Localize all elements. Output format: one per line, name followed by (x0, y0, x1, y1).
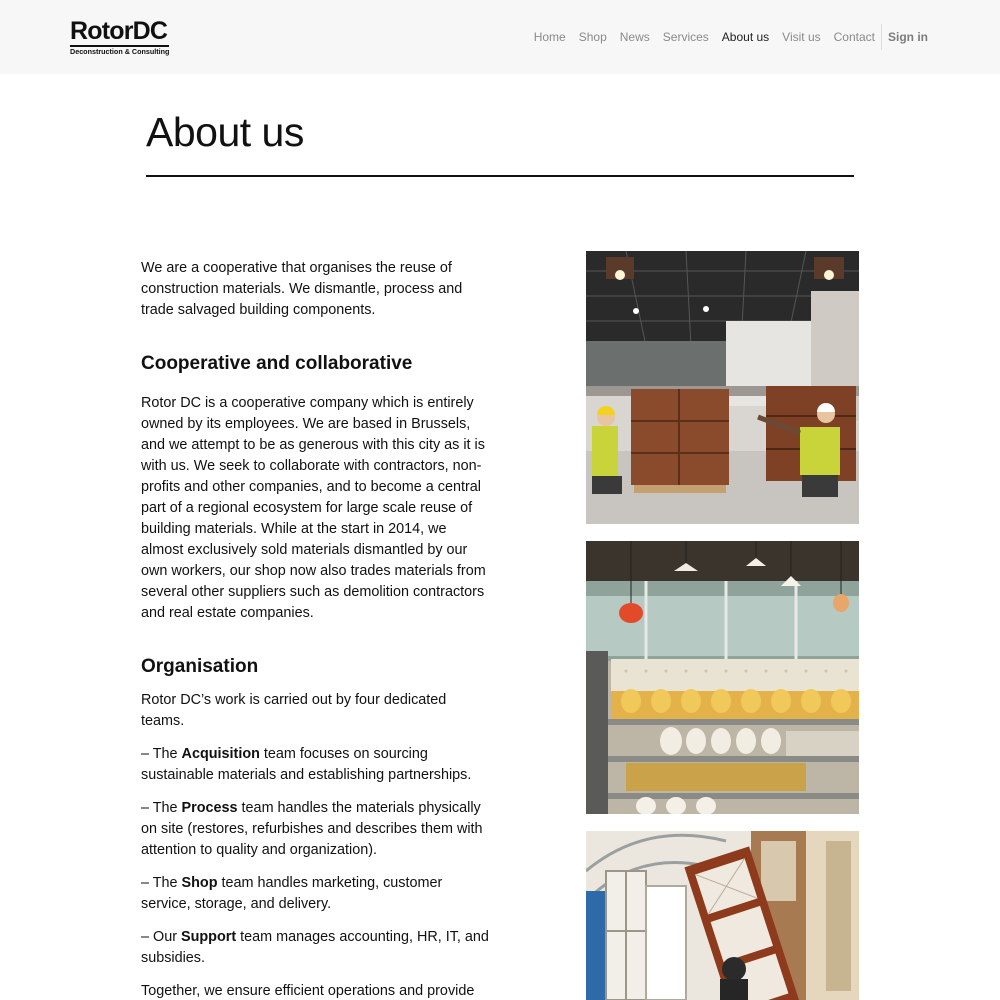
signin-link[interactable]: Sign in (888, 30, 928, 44)
nav-divider (881, 24, 882, 50)
nav-shop[interactable]: Shop (578, 30, 607, 44)
nav-news[interactable]: News (619, 30, 650, 44)
rotordc-logo[interactable] (70, 19, 180, 55)
photo-workers-panels (586, 251, 859, 524)
title-divider (146, 175, 854, 177)
shelves-illustration (586, 541, 859, 814)
nav-services[interactable]: Services (662, 30, 709, 44)
intro-paragraph: We are a cooperative that organises the reuse of construction materials. We dismantle, process and trade salvaged building components. (141, 260, 463, 318)
photo-door-carrier (586, 831, 859, 1000)
cooperative-paragraph: Rotor DC is a cooperative company which is entirely owned by its employees. We are based in Brussels, and we attempt to be as generous with this city as it is with us. We seek to collaborate with contractors, non-profits and other companies, and to become a central part of a regional ecosystem for large scale reuse of building materials. While at the start in 2014, we almost exclusively sold materials dismantled by our own workers, our shop now also trades materials from several other suppliers such as demolition contractors and real estate companies. (141, 395, 486, 621)
nav-contact[interactable]: Contact (833, 30, 875, 44)
site-header (0, 0, 1000, 74)
team-process: – The Process team handles the materials physically on site (restores, refurbishes and describes them with attention to quality and organization). (141, 800, 483, 858)
closing-paragraph: Together, we ensure efficient operations and provide (141, 983, 475, 999)
organisation-intro: Rotor DC’s work is carried out by four dedicated teams. (141, 692, 447, 729)
team-name: Shop (181, 875, 218, 891)
nav-about-us[interactable]: About us (721, 30, 770, 44)
organisation-heading: Organisation (141, 656, 259, 677)
cooperative-heading: Cooperative and collaborative (141, 353, 413, 374)
nav-visit-us[interactable]: Visit us (782, 30, 821, 44)
door-illustration (586, 831, 859, 1000)
team-acquisition: – The Acquisition team focuses on sourcing sustainable materials and establishing partnerships. (141, 746, 472, 783)
workers-illustration (586, 251, 859, 524)
page-title: About us (146, 109, 304, 155)
team-name: Acquisition (181, 746, 260, 762)
logo-wordmark: RotorDC (70, 17, 168, 45)
nav-home[interactable]: Home (533, 30, 566, 44)
team-support: – Our Support team manages accounting, HR, IT, and subsidies. (141, 929, 489, 966)
team-name: Process (181, 800, 238, 816)
team-shop: – The Shop team handles marketing, customer service, storage, and delivery. (141, 875, 443, 912)
team-name: Support (181, 929, 237, 945)
logo-tagline: Deconstruction & Consulting (70, 47, 170, 56)
about-content (141, 258, 491, 1000)
photo-shop-shelves (586, 541, 859, 814)
main-nav (521, 22, 928, 52)
